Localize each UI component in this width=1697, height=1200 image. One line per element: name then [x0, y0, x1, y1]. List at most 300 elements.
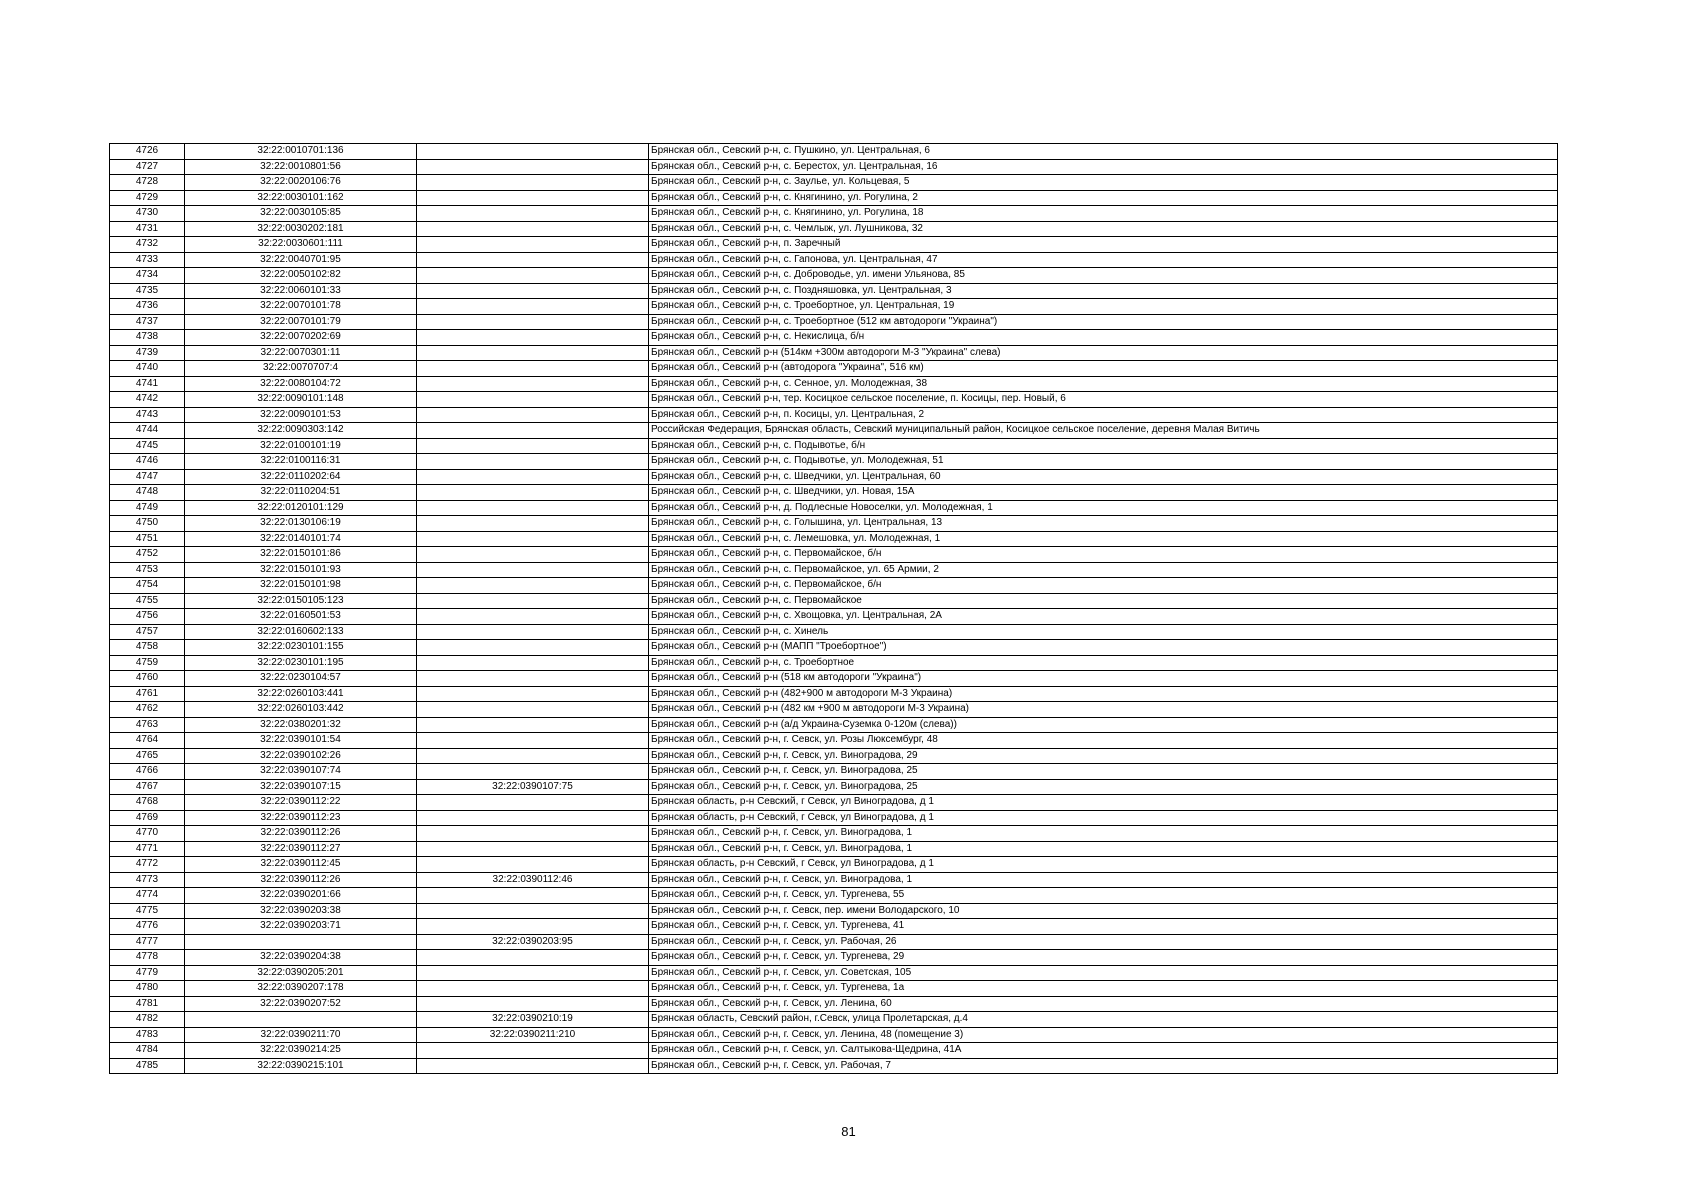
related-cadastral-number-cell [417, 144, 649, 160]
address-cell: Брянская обл., Севский р-н (518 км автодороги "Украина") [649, 671, 1558, 687]
cadastral-number-cell: 32:22:0230101:195 [185, 655, 417, 671]
row-number-cell: 4742 [110, 392, 185, 408]
table-row [110, 283, 1558, 299]
related-cadastral-number-cell [417, 283, 649, 299]
row-number-cell: 4772 [110, 857, 185, 873]
table-row [110, 1058, 1558, 1074]
table-row [110, 1043, 1558, 1059]
cadastral-number-cell: 32:22:0110202:64 [185, 469, 417, 485]
row-number-cell: 4754 [110, 578, 185, 594]
related-cadastral-number-cell [417, 981, 649, 997]
table-row [110, 345, 1558, 361]
table-row [110, 810, 1558, 826]
cadastral-number-cell [185, 934, 417, 950]
related-cadastral-number-cell [417, 841, 649, 857]
row-number-cell: 4771 [110, 841, 185, 857]
address-cell: Брянская обл., Севский р-н (482 км +900 м автодороги М-3 Украина) [649, 702, 1558, 718]
address-cell: Брянская обл., Севский р-н, п. Косицы, ул. Центральная, 2 [649, 407, 1558, 423]
address-cell: Брянская обл., Севский р-н, г. Севск, ул. Виноградова, 25 [649, 779, 1558, 795]
related-cadastral-number-cell [417, 330, 649, 346]
address-cell: Российская Федерация, Брянская область, Севский муниципальный район, Косицкое сельское поселение, деревня Малая Витичь [649, 423, 1558, 439]
related-cadastral-number-cell [417, 252, 649, 268]
address-cell: Брянская обл., Севский р-н, д. Подлесные Новоселки, ул. Молодежная, 1 [649, 500, 1558, 516]
cadastral-number-cell: 32:22:0030101:162 [185, 190, 417, 206]
address-cell: Брянская обл., Севский р-н, г. Севск, ул. Виноградова, 1 [649, 826, 1558, 842]
address-cell: Брянская обл., Севский р-н, с. Троебортное, ул. Центральная, 19 [649, 299, 1558, 315]
address-cell: Брянская обл., Севский р-н, п. Заречный [649, 237, 1558, 253]
table-row [110, 547, 1558, 563]
row-number-cell: 4727 [110, 159, 185, 175]
table-row [110, 237, 1558, 253]
cadastral-number-cell: 32:22:0390205:201 [185, 965, 417, 981]
row-number-cell: 4757 [110, 624, 185, 640]
cadastral-number-cell: 32:22:0390112:26 [185, 826, 417, 842]
cadastral-number-cell: 32:22:0020106:76 [185, 175, 417, 191]
table-row [110, 407, 1558, 423]
table-row [110, 578, 1558, 594]
address-cell: Брянская обл., Севский р-н, с. Подывотье, ул. Молодежная, 51 [649, 454, 1558, 470]
cadastral-number-cell: 32:22:0140101:74 [185, 531, 417, 547]
row-number-cell: 4779 [110, 965, 185, 981]
address-cell: Брянская обл., Севский р-н, г. Севск, ул. Розы Люксембург, 48 [649, 733, 1558, 749]
row-number-cell: 4755 [110, 593, 185, 609]
cadastral-number-cell: 32:22:0090303:142 [185, 423, 417, 439]
address-cell: Брянская обл., Севский р-н, с. Гапонова, ул. Центральная, 47 [649, 252, 1558, 268]
table-row [110, 996, 1558, 1012]
table-row [110, 841, 1558, 857]
related-cadastral-number-cell [417, 237, 649, 253]
table-row [110, 454, 1558, 470]
related-cadastral-number-cell [417, 159, 649, 175]
cadastral-number-cell [185, 1012, 417, 1028]
related-cadastral-number-cell [417, 702, 649, 718]
row-number-cell: 4780 [110, 981, 185, 997]
table-row [110, 686, 1558, 702]
table-row [110, 268, 1558, 284]
table-row [110, 485, 1558, 501]
row-number-cell: 4740 [110, 361, 185, 377]
related-cadastral-number-cell [417, 438, 649, 454]
related-cadastral-number-cell [417, 175, 649, 191]
row-number-cell: 4766 [110, 764, 185, 780]
cadastral-number-cell: 32:22:0060101:33 [185, 283, 417, 299]
cadastral-number-cell: 32:22:0390102:26 [185, 748, 417, 764]
table-row [110, 950, 1558, 966]
cadastral-number-cell: 32:22:0230101:155 [185, 640, 417, 656]
cadastral-number-cell: 32:22:0150101:86 [185, 547, 417, 563]
related-cadastral-number-cell [417, 314, 649, 330]
related-cadastral-number-cell [417, 407, 649, 423]
related-cadastral-number-cell: 32:22:0390210:19 [417, 1012, 649, 1028]
related-cadastral-number-cell [417, 392, 649, 408]
row-number-cell: 4741 [110, 376, 185, 392]
address-cell: Брянская обл., Севский р-н, г. Севск, ул. Рабочая, 7 [649, 1058, 1558, 1074]
table-row [110, 206, 1558, 222]
row-number-cell: 4784 [110, 1043, 185, 1059]
address-cell: Брянская обл., Севский р-н, с. Первомайское, ул. 65 Армии, 2 [649, 562, 1558, 578]
cadastral-number-cell: 32:22:0390112:27 [185, 841, 417, 857]
address-cell: Брянская обл., Севский р-н, с. Сенное, ул. Молодежная, 38 [649, 376, 1558, 392]
related-cadastral-number-cell [417, 1058, 649, 1074]
table-row [110, 934, 1558, 950]
row-number-cell: 4770 [110, 826, 185, 842]
related-cadastral-number-cell [417, 903, 649, 919]
address-cell: Брянская обл., Севский р-н (МАПП "Троебортное") [649, 640, 1558, 656]
registry-sheet [109, 143, 1557, 1074]
cadastral-number-cell: 32:22:0070101:78 [185, 299, 417, 315]
table-row [110, 717, 1558, 733]
row-number-cell: 4767 [110, 779, 185, 795]
table-row [110, 438, 1558, 454]
row-number-cell: 4739 [110, 345, 185, 361]
address-cell: Брянская обл., Севский р-н, с. Княгинино, ул. Рогулина, 2 [649, 190, 1558, 206]
address-cell: Брянская обл., Севский р-н, с. Заулье, ул. Кольцевая, 5 [649, 175, 1558, 191]
table-row [110, 562, 1558, 578]
related-cadastral-number-cell [417, 671, 649, 687]
table-row [110, 919, 1558, 935]
table-row [110, 299, 1558, 315]
address-cell: Брянская обл., Севский р-н, с. Пушкино, ул. Центральная, 6 [649, 144, 1558, 160]
row-number-cell: 4781 [110, 996, 185, 1012]
row-number-cell: 4777 [110, 934, 185, 950]
address-cell: Брянская обл., Севский р-н, г. Севск, ул. Салтыкова-Щедрина, 41А [649, 1043, 1558, 1059]
related-cadastral-number-cell [417, 454, 649, 470]
cadastral-number-cell: 32:22:0010701:136 [185, 144, 417, 160]
row-number-cell: 4773 [110, 872, 185, 888]
table-row [110, 655, 1558, 671]
related-cadastral-number-cell [417, 376, 649, 392]
address-cell: Брянская обл., Севский р-н, с. Первомайское, б/н [649, 547, 1558, 563]
related-cadastral-number-cell [417, 888, 649, 904]
table-row [110, 376, 1558, 392]
cadastral-number-cell: 32:22:0160602:133 [185, 624, 417, 640]
cadastral-number-cell: 32:22:0070202:69 [185, 330, 417, 346]
row-number-cell: 4746 [110, 454, 185, 470]
address-cell: Брянская обл., Севский р-н, г. Севск, ул. Виноградова, 1 [649, 872, 1558, 888]
row-number-cell: 4759 [110, 655, 185, 671]
address-cell: Брянская обл., Севский р-н (автодорога "Украина", 516 км) [649, 361, 1558, 377]
cadastral-number-cell: 32:22:0110204:51 [185, 485, 417, 501]
address-cell: Брянская обл., Севский р-н, г. Севск, ул. Виноградова, 29 [649, 748, 1558, 764]
table-row [110, 469, 1558, 485]
address-cell: Брянская обл., Севский р-н, г. Севск, ул. Ленина, 48 (помещение 3) [649, 1027, 1558, 1043]
registry-table-body [110, 144, 1558, 1074]
table-row [110, 221, 1558, 237]
table-row [110, 593, 1558, 609]
row-number-cell: 4756 [110, 609, 185, 625]
address-cell: Брянская область, р-н Севский, г Севск, ул Виноградова, д 1 [649, 857, 1558, 873]
related-cadastral-number-cell [417, 345, 649, 361]
cadastral-number-cell: 32:22:0390101:54 [185, 733, 417, 749]
address-cell: Брянская обл., Севский р-н, с. Доброводье, ул. имени Ульянова, 85 [649, 268, 1558, 284]
row-number-cell: 4751 [110, 531, 185, 547]
row-number-cell: 4774 [110, 888, 185, 904]
related-cadastral-number-cell [417, 950, 649, 966]
cadastral-number-cell: 32:22:0130106:19 [185, 516, 417, 532]
row-number-cell: 4728 [110, 175, 185, 191]
related-cadastral-number-cell [417, 206, 649, 222]
row-number-cell: 4778 [110, 950, 185, 966]
row-number-cell: 4734 [110, 268, 185, 284]
related-cadastral-number-cell [417, 578, 649, 594]
table-row [110, 314, 1558, 330]
cadastral-number-cell: 32:22:0390211:70 [185, 1027, 417, 1043]
address-cell: Брянская обл., Севский р-н, с. Хвощовка, ул. Центральная, 2А [649, 609, 1558, 625]
address-cell: Брянская область, р-н Севский, г Севск, ул Виноградова, д 1 [649, 810, 1558, 826]
address-cell: Брянская обл., Севский р-н, тер. Косицкое сельское поселение, п. Косицы, пер. Новый, 6 [649, 392, 1558, 408]
cadastral-number-cell: 32:22:0040701:95 [185, 252, 417, 268]
related-cadastral-number-cell [417, 547, 649, 563]
related-cadastral-number-cell [417, 531, 649, 547]
cadastral-number-cell: 32:22:0390215:101 [185, 1058, 417, 1074]
row-number-cell: 4730 [110, 206, 185, 222]
row-number-cell: 4763 [110, 717, 185, 733]
address-cell: Брянская обл., Севский р-н, г. Севск, ул. Тургенева, 1а [649, 981, 1558, 997]
row-number-cell: 4758 [110, 640, 185, 656]
table-row [110, 640, 1558, 656]
table-row [110, 965, 1558, 981]
cadastral-number-cell: 32:22:0390112:26 [185, 872, 417, 888]
page-number: 81 [841, 1124, 856, 1139]
row-number-cell: 4737 [110, 314, 185, 330]
related-cadastral-number-cell [417, 361, 649, 377]
row-number-cell: 4783 [110, 1027, 185, 1043]
table-row [110, 252, 1558, 268]
address-cell: Брянская обл., Севский р-н (а/д Украина-Суземка 0-120м (слева)) [649, 717, 1558, 733]
cadastral-number-cell: 32:22:0380201:32 [185, 717, 417, 733]
related-cadastral-number-cell [417, 655, 649, 671]
related-cadastral-number-cell [417, 810, 649, 826]
cadastral-number-cell: 32:22:0390203:38 [185, 903, 417, 919]
table-row [110, 671, 1558, 687]
row-number-cell: 4753 [110, 562, 185, 578]
table-row [110, 903, 1558, 919]
row-number-cell: 4762 [110, 702, 185, 718]
cadastral-number-cell: 32:22:0070707:4 [185, 361, 417, 377]
address-cell: Брянская обл., Севский р-н, г. Севск, ул. Тургенева, 41 [649, 919, 1558, 935]
row-number-cell: 4782 [110, 1012, 185, 1028]
table-row [110, 392, 1558, 408]
cadastral-number-cell: 32:22:0260103:441 [185, 686, 417, 702]
related-cadastral-number-cell [417, 733, 649, 749]
row-number-cell: 4775 [110, 903, 185, 919]
related-cadastral-number-cell [417, 562, 649, 578]
address-cell: Брянская обл., Севский р-н, г. Севск, ул. Тургенева, 55 [649, 888, 1558, 904]
table-row [110, 330, 1558, 346]
related-cadastral-number-cell [417, 268, 649, 284]
address-cell: Брянская обл., Севский р-н, с. Подывотье, б/н [649, 438, 1558, 454]
cadastral-number-cell: 32:22:0030202:181 [185, 221, 417, 237]
cadastral-number-cell: 32:22:0150105:123 [185, 593, 417, 609]
address-cell: Брянская обл., Севский р-н, с. Княгинино, ул. Рогулина, 18 [649, 206, 1558, 222]
cadastral-number-cell: 32:22:0070301:11 [185, 345, 417, 361]
row-number-cell: 4748 [110, 485, 185, 501]
related-cadastral-number-cell [417, 764, 649, 780]
row-number-cell: 4726 [110, 144, 185, 160]
cadastral-number-cell: 32:22:0390201:66 [185, 888, 417, 904]
related-cadastral-number-cell [417, 686, 649, 702]
related-cadastral-number-cell [417, 221, 649, 237]
row-number-cell: 4750 [110, 516, 185, 532]
address-cell: Брянская область, р-н Севский, г Севск, ул Виноградова, д 1 [649, 795, 1558, 811]
address-cell: Брянская обл., Севский р-н, с. Шведчики, ул. Новая, 15А [649, 485, 1558, 501]
registry-table [109, 143, 1558, 1074]
related-cadastral-number-cell [417, 500, 649, 516]
cadastral-number-cell: 32:22:0390112:23 [185, 810, 417, 826]
related-cadastral-number-cell [417, 857, 649, 873]
address-cell: Брянская обл., Севский р-н, г. Севск, ул. Рабочая, 26 [649, 934, 1558, 950]
cadastral-number-cell: 32:22:0070101:79 [185, 314, 417, 330]
cadastral-number-cell: 32:22:0030105:85 [185, 206, 417, 222]
cadastral-number-cell: 32:22:0100116:31 [185, 454, 417, 470]
table-row [110, 764, 1558, 780]
table-row [110, 795, 1558, 811]
related-cadastral-number-cell [417, 826, 649, 842]
table-row [110, 872, 1558, 888]
row-number-cell: 4747 [110, 469, 185, 485]
cadastral-number-cell: 32:22:0160501:53 [185, 609, 417, 625]
row-number-cell: 4731 [110, 221, 185, 237]
related-cadastral-number-cell [417, 717, 649, 733]
table-row [110, 175, 1558, 191]
address-cell: Брянская обл., Севский р-н, г. Севск, пер. имени Володарского, 10 [649, 903, 1558, 919]
address-cell: Брянская обл., Севский р-н, с. Троебортное [649, 655, 1558, 671]
cadastral-number-cell: 32:22:0080104:72 [185, 376, 417, 392]
address-cell: Брянская обл., Севский р-н (482+900 м автодороги М-3 Украина) [649, 686, 1558, 702]
table-row [110, 190, 1558, 206]
address-cell: Брянская обл., Севский р-н, г. Севск, ул. Тургенева, 29 [649, 950, 1558, 966]
related-cadastral-number-cell [417, 485, 649, 501]
row-number-cell: 4732 [110, 237, 185, 253]
table-row [110, 624, 1558, 640]
related-cadastral-number-cell [417, 190, 649, 206]
row-number-cell: 4733 [110, 252, 185, 268]
related-cadastral-number-cell [417, 624, 649, 640]
cadastral-number-cell: 32:22:0390207:52 [185, 996, 417, 1012]
related-cadastral-number-cell [417, 795, 649, 811]
address-cell: Брянская обл., Севский р-н, с. Троебортное (512 км автодороги "Украина") [649, 314, 1558, 330]
cadastral-number-cell: 32:22:0090101:53 [185, 407, 417, 423]
related-cadastral-number-cell [417, 919, 649, 935]
address-cell: Брянская обл., Севский р-н, с. Шведчики, ул. Центральная, 60 [649, 469, 1558, 485]
address-cell: Брянская обл., Севский р-н, с. Чемлыж, ул. Лушникова, 32 [649, 221, 1558, 237]
table-row [110, 423, 1558, 439]
table-row [110, 609, 1558, 625]
address-cell: Брянская обл., Севский р-н, г. Севск, ул. Виноградова, 1 [649, 841, 1558, 857]
row-number-cell: 4765 [110, 748, 185, 764]
cadastral-number-cell: 32:22:0120101:129 [185, 500, 417, 516]
table-row [110, 500, 1558, 516]
cadastral-number-cell: 32:22:0260103:442 [185, 702, 417, 718]
cadastral-number-cell: 32:22:0150101:98 [185, 578, 417, 594]
table-row [110, 159, 1558, 175]
table-row [110, 981, 1558, 997]
related-cadastral-number-cell: 32:22:0390211:210 [417, 1027, 649, 1043]
cadastral-number-cell: 32:22:0390112:45 [185, 857, 417, 873]
related-cadastral-number-cell [417, 748, 649, 764]
address-cell: Брянская обл., Севский р-н, с. Поздняшовка, ул. Центральная, 3 [649, 283, 1558, 299]
table-row [110, 516, 1558, 532]
table-row [110, 144, 1558, 160]
related-cadastral-number-cell [417, 640, 649, 656]
related-cadastral-number-cell [417, 593, 649, 609]
cadastral-number-cell: 32:22:0030601:111 [185, 237, 417, 253]
address-cell: Брянская обл., Севский р-н, с. Берестох, ул. Центральная, 16 [649, 159, 1558, 175]
cadastral-number-cell: 32:22:0100101:19 [185, 438, 417, 454]
table-row [110, 1027, 1558, 1043]
row-number-cell: 4760 [110, 671, 185, 687]
related-cadastral-number-cell [417, 299, 649, 315]
cadastral-number-cell: 32:22:0390112:22 [185, 795, 417, 811]
row-number-cell: 4785 [110, 1058, 185, 1074]
cadastral-number-cell: 32:22:0390203:71 [185, 919, 417, 935]
table-row [110, 857, 1558, 873]
related-cadastral-number-cell [417, 516, 649, 532]
related-cadastral-number-cell: 32:22:0390112:46 [417, 872, 649, 888]
cadastral-number-cell: 32:22:0230104:57 [185, 671, 417, 687]
table-row [110, 531, 1558, 547]
cadastral-number-cell: 32:22:0390207:178 [185, 981, 417, 997]
row-number-cell: 4764 [110, 733, 185, 749]
table-row [110, 748, 1558, 764]
row-number-cell: 4768 [110, 795, 185, 811]
row-number-cell: 4769 [110, 810, 185, 826]
related-cadastral-number-cell [417, 996, 649, 1012]
row-number-cell: 4729 [110, 190, 185, 206]
row-number-cell: 4752 [110, 547, 185, 563]
cadastral-number-cell: 32:22:0050102:82 [185, 268, 417, 284]
cadastral-number-cell: 32:22:0090101:148 [185, 392, 417, 408]
table-row [110, 361, 1558, 377]
address-cell: Брянская обл., Севский р-н, с. Первомайское [649, 593, 1558, 609]
table-row [110, 779, 1558, 795]
address-cell: Брянская обл., Севский р-н, с. Хинель [649, 624, 1558, 640]
related-cadastral-number-cell [417, 965, 649, 981]
related-cadastral-number-cell: 32:22:0390203:95 [417, 934, 649, 950]
related-cadastral-number-cell [417, 469, 649, 485]
row-number-cell: 4745 [110, 438, 185, 454]
table-row [110, 826, 1558, 842]
address-cell: Брянская обл., Севский р-н, с. Лемешовка, ул. Молодежная, 1 [649, 531, 1558, 547]
table-row [110, 888, 1558, 904]
table-row [110, 1012, 1558, 1028]
table-row [110, 702, 1558, 718]
row-number-cell: 4738 [110, 330, 185, 346]
address-cell: Брянская обл., Севский р-н, г. Севск, ул. Виноградова, 25 [649, 764, 1558, 780]
cadastral-number-cell: 32:22:0390107:15 [185, 779, 417, 795]
row-number-cell: 4735 [110, 283, 185, 299]
address-cell: Брянская обл., Севский р-н, с. Голышина, ул. Центральная, 13 [649, 516, 1558, 532]
address-cell: Брянская обл., Севский р-н, с. Первомайское, б/н [649, 578, 1558, 594]
row-number-cell: 4744 [110, 423, 185, 439]
row-number-cell: 4761 [110, 686, 185, 702]
cadastral-number-cell: 32:22:0150101:93 [185, 562, 417, 578]
cadastral-number-cell: 32:22:0390214:25 [185, 1043, 417, 1059]
cadastral-number-cell: 32:22:0390107:74 [185, 764, 417, 780]
cadastral-number-cell: 32:22:0010801:56 [185, 159, 417, 175]
related-cadastral-number-cell: 32:22:0390107:75 [417, 779, 649, 795]
row-number-cell: 4776 [110, 919, 185, 935]
row-number-cell: 4743 [110, 407, 185, 423]
related-cadastral-number-cell [417, 1043, 649, 1059]
related-cadastral-number-cell [417, 423, 649, 439]
related-cadastral-number-cell [417, 609, 649, 625]
table-row [110, 733, 1558, 749]
row-number-cell: 4736 [110, 299, 185, 315]
address-cell: Брянская обл., Севский р-н, г. Севск, ул. Советская, 105 [649, 965, 1558, 981]
cadastral-number-cell: 32:22:0390204:38 [185, 950, 417, 966]
address-cell: Брянская область, Севский район, г.Севск, улица Пролетарская, д.4 [649, 1012, 1558, 1028]
